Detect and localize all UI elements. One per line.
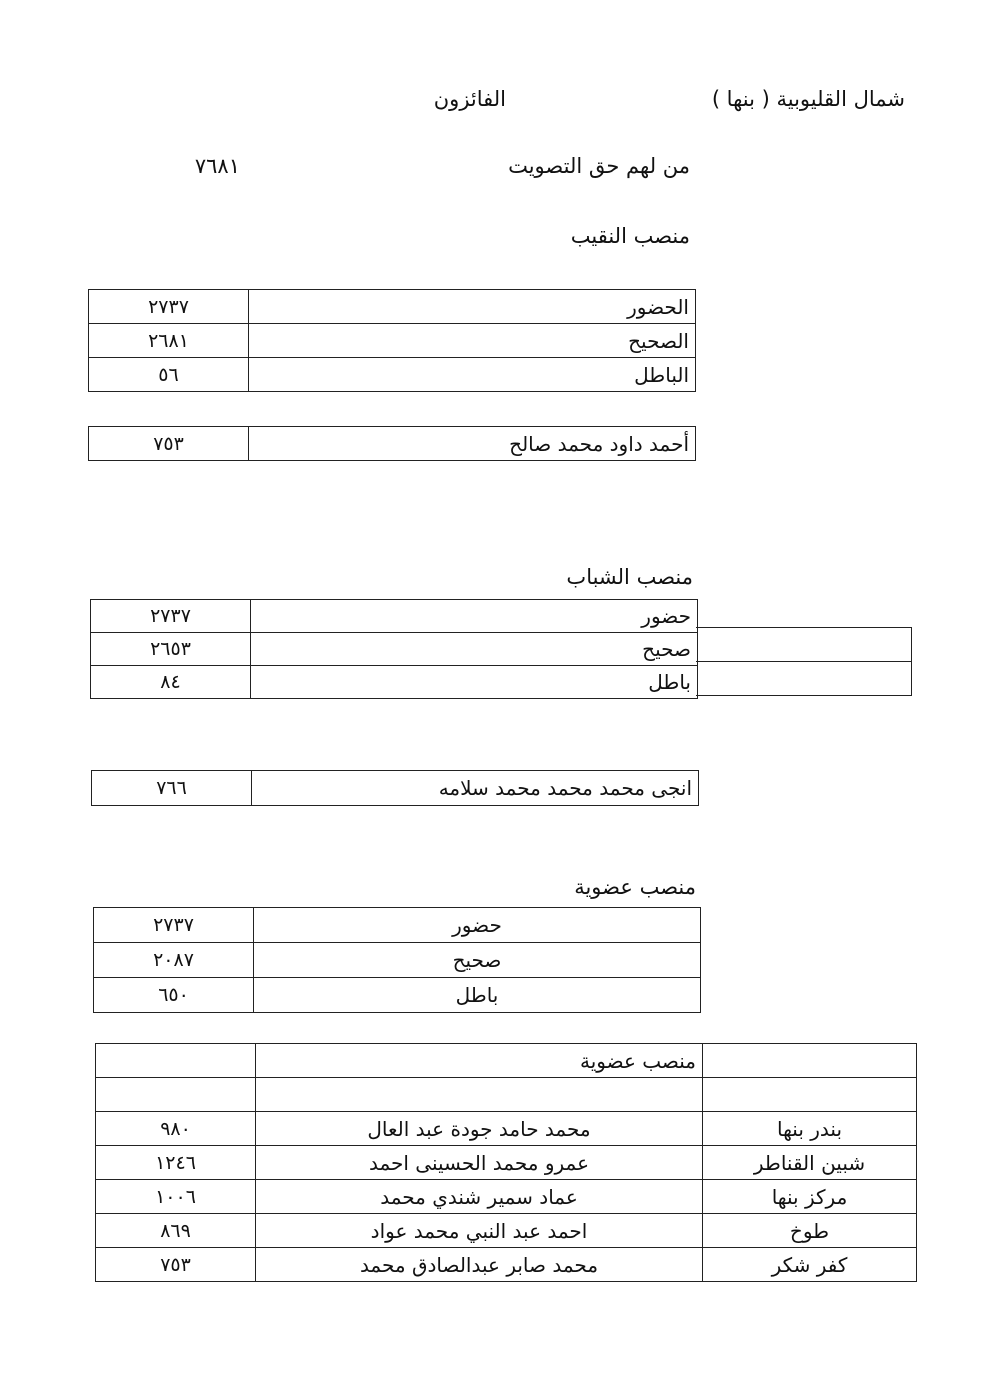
winner-votes: ٨٦٩ bbox=[96, 1214, 256, 1248]
stat-label: الباطل bbox=[249, 358, 696, 392]
winners-heading: منصب عضوية bbox=[256, 1044, 703, 1078]
table-row bbox=[89, 324, 696, 358]
stat-value: ٢٠٨٧ bbox=[94, 943, 254, 978]
eligible-value: ٧٦٨١ bbox=[194, 154, 240, 178]
stat-value: ٨٤ bbox=[91, 666, 251, 699]
stat-label: الصحيح bbox=[249, 324, 696, 358]
stat-value: ٥٦ bbox=[89, 358, 249, 392]
membership-winners-table bbox=[95, 1043, 917, 1282]
table-row bbox=[96, 1248, 917, 1282]
eligible-label: من لهم حق التصويت bbox=[508, 154, 690, 178]
winner-votes: ١٠٠٦ bbox=[96, 1180, 256, 1214]
table-row bbox=[91, 633, 698, 666]
winner-votes: ٩٨٠ bbox=[96, 1112, 256, 1146]
winner-name: عمرو محمد الحسينى احمد bbox=[256, 1146, 703, 1180]
stat-value: ٢٧٣٧ bbox=[91, 600, 251, 633]
table-row bbox=[91, 600, 698, 633]
table-row bbox=[94, 908, 701, 943]
youth-heading: منصب الشباب bbox=[566, 565, 693, 589]
stat-label: باطل bbox=[251, 666, 698, 699]
winner-name: محمد حامد جودة عبد العال bbox=[256, 1112, 703, 1146]
table-row bbox=[96, 1112, 917, 1146]
stat-value: ٦٥٠ bbox=[94, 978, 254, 1013]
stat-label: حضور bbox=[254, 908, 701, 943]
youth-winner-table bbox=[91, 770, 699, 806]
winner-votes: ٧٥٣ bbox=[96, 1248, 256, 1282]
stat-label: صحيح bbox=[251, 633, 698, 666]
winner-votes: ٧٦٦ bbox=[92, 771, 252, 806]
region-title: شمال القليوبية ( بنها ) bbox=[711, 87, 905, 111]
table-row bbox=[92, 771, 699, 806]
table-row bbox=[91, 666, 698, 699]
membership-stats-table bbox=[93, 907, 701, 1013]
winner-name: عماد سمير شندي محمد bbox=[256, 1180, 703, 1214]
naqib-heading: منصب النقيب bbox=[570, 224, 690, 248]
winner-votes: ٧٥٣ bbox=[89, 427, 249, 461]
stat-label: صحيح bbox=[254, 943, 701, 978]
stat-label: حضور bbox=[251, 600, 698, 633]
page-title: الفائزون bbox=[433, 87, 506, 111]
district-name: مركز بنها bbox=[703, 1180, 917, 1214]
naqib-stats-table bbox=[88, 289, 696, 392]
table-row bbox=[89, 427, 696, 461]
youth-stats-table bbox=[90, 599, 698, 699]
winner-name: أحمد داود محمد صالح bbox=[249, 427, 696, 461]
table-row bbox=[96, 1078, 917, 1112]
winner-votes: ١٢٤٦ bbox=[96, 1146, 256, 1180]
naqib-winner-table bbox=[88, 426, 696, 461]
youth-extra-cell bbox=[696, 627, 912, 696]
winner-name: محمد صابر عبدالصادق محمد bbox=[256, 1248, 703, 1282]
winner-name: انجى محمد محمد محمد سلامه bbox=[252, 771, 699, 806]
table-row bbox=[89, 290, 696, 324]
district-name: شبين القناطر bbox=[703, 1146, 917, 1180]
stat-value: ٢٦٥٣ bbox=[91, 633, 251, 666]
stat-label: الحضور bbox=[249, 290, 696, 324]
table-row bbox=[94, 978, 701, 1013]
winner-name: احمد عبد النبي محمد عواد bbox=[256, 1214, 703, 1248]
table-row bbox=[94, 943, 701, 978]
table-row bbox=[96, 1146, 917, 1180]
membership-heading: منصب عضوية bbox=[574, 875, 696, 899]
table-row bbox=[96, 1180, 917, 1214]
district-name: كفر شكر bbox=[703, 1248, 917, 1282]
stat-value: ٢٦٨١ bbox=[89, 324, 249, 358]
stat-value: ٢٧٣٧ bbox=[94, 908, 254, 943]
district-name: طوخ bbox=[703, 1214, 917, 1248]
stat-value: ٢٧٣٧ bbox=[89, 290, 249, 324]
table-row bbox=[89, 358, 696, 392]
stat-label: باطل bbox=[254, 978, 701, 1013]
district-name: بندر بنها bbox=[703, 1112, 917, 1146]
table-row bbox=[96, 1044, 917, 1078]
table-row bbox=[96, 1214, 917, 1248]
